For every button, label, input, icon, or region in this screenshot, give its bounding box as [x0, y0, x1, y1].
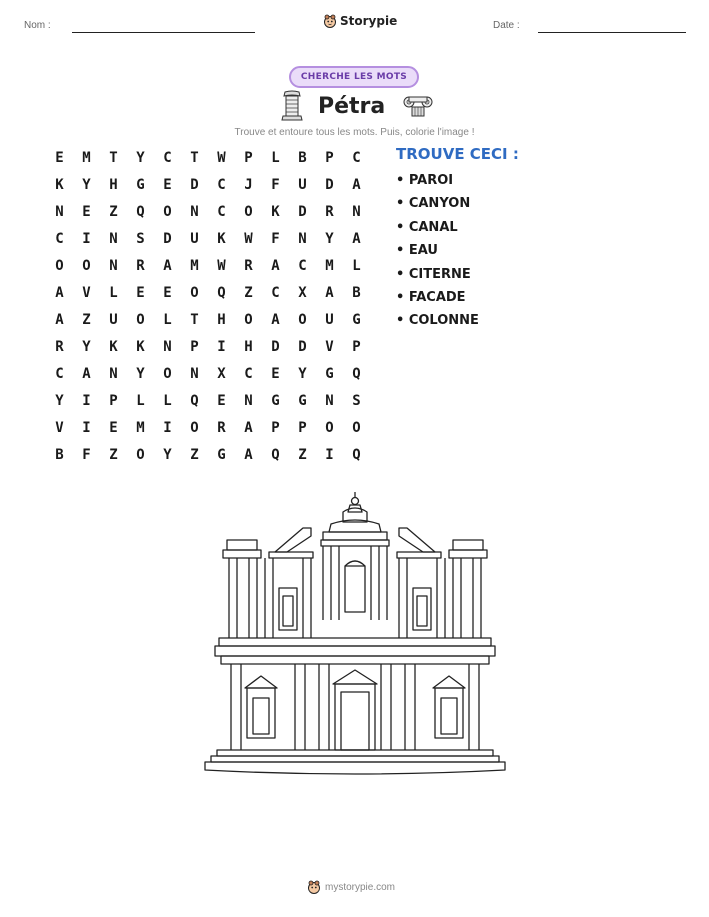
word-list-item: • CANAL — [396, 219, 458, 235]
grid-cell[interactable]: D — [298, 339, 307, 355]
grid-cell[interactable]: H — [217, 312, 226, 328]
grid-cell[interactable]: Y — [163, 447, 172, 463]
grid-cell[interactable]: O — [190, 420, 199, 436]
grid-cell[interactable]: W — [217, 258, 226, 274]
grid-cell[interactable]: Y — [82, 177, 91, 193]
name-label: Nom : — [24, 20, 51, 31]
grid-cell[interactable]: K — [136, 339, 145, 355]
grid-cell[interactable]: O — [298, 312, 307, 328]
grid-cell[interactable]: P — [325, 150, 334, 166]
grid-cell[interactable]: R — [55, 339, 64, 355]
grid-cell[interactable]: A — [352, 177, 361, 193]
grid-cell[interactable]: K — [271, 204, 280, 220]
grid-cell[interactable]: A — [82, 366, 91, 382]
grid-cell[interactable]: S — [352, 393, 361, 409]
scroll-column-icon — [279, 90, 305, 122]
grid-cell[interactable]: N — [190, 204, 199, 220]
grid-cell[interactable]: V — [55, 420, 64, 436]
grid-cell[interactable]: O — [163, 204, 172, 220]
date-label: Date : — [493, 20, 520, 31]
grid-cell[interactable]: B — [352, 285, 361, 301]
grid-cell[interactable]: A — [55, 312, 64, 328]
grid-cell[interactable]: O — [244, 204, 253, 220]
word-list-item: • CITERNE — [396, 266, 471, 282]
grid-cell[interactable]: N — [244, 393, 253, 409]
grid-cell[interactable]: N — [352, 204, 361, 220]
grid-cell[interactable]: H — [109, 177, 118, 193]
grid-cell[interactable]: O — [82, 258, 91, 274]
grid-cell[interactable]: Z — [109, 447, 118, 463]
grid-cell[interactable]: C — [244, 366, 253, 382]
storypie-mascot-icon — [323, 14, 337, 28]
grid-cell[interactable]: C — [217, 177, 226, 193]
footer-brand — [307, 880, 395, 894]
grid-cell[interactable]: E — [271, 366, 280, 382]
grid-cell[interactable]: E — [55, 150, 64, 166]
grid-cell[interactable]: O — [136, 312, 145, 328]
grid-cell[interactable]: P — [244, 150, 253, 166]
name-line[interactable] — [72, 32, 255, 33]
word-list-title: TROUVE CECI : — [396, 145, 519, 163]
grid-cell[interactable]: F — [271, 177, 280, 193]
grid-cell[interactable]: G — [325, 366, 334, 382]
grid-cell[interactable]: I — [217, 339, 226, 355]
grid-cell[interactable]: G — [271, 393, 280, 409]
grid-cell[interactable]: U — [190, 231, 199, 247]
grid-cell[interactable]: J — [244, 177, 253, 193]
grid-cell[interactable]: M — [190, 258, 199, 274]
grid-cell[interactable]: P — [271, 420, 280, 436]
grid-cell[interactable]: A — [244, 447, 253, 463]
brand-logo — [323, 14, 397, 28]
grid-cell[interactable]: L — [352, 258, 361, 274]
grid-cell[interactable]: V — [82, 285, 91, 301]
grid-cell[interactable]: D — [163, 231, 172, 247]
grid-cell[interactable]: U — [298, 177, 307, 193]
grid-cell[interactable]: Q — [271, 447, 280, 463]
grid-cell[interactable]: Y — [136, 366, 145, 382]
grid-cell[interactable]: C — [55, 366, 64, 382]
grid-cell[interactable]: N — [190, 366, 199, 382]
grid-cell[interactable]: Y — [55, 393, 64, 409]
grid-cell[interactable]: S — [136, 231, 145, 247]
grid-cell[interactable]: M — [136, 420, 145, 436]
grid-cell[interactable]: O — [352, 420, 361, 436]
grid-cell[interactable]: I — [82, 420, 91, 436]
grid-cell[interactable]: N — [55, 204, 64, 220]
grid-cell[interactable]: Z — [82, 312, 91, 328]
grid-cell[interactable]: V — [325, 339, 334, 355]
date-line[interactable] — [538, 32, 686, 33]
grid-cell[interactable]: A — [352, 231, 361, 247]
grid-cell[interactable]: P — [190, 339, 199, 355]
grid-cell[interactable]: Y — [325, 231, 334, 247]
column-capital-icon — [403, 94, 433, 118]
grid-cell[interactable]: O — [55, 258, 64, 274]
grid-cell[interactable]: K — [55, 177, 64, 193]
grid-cell[interactable]: I — [163, 420, 172, 436]
grid-cell[interactable]: A — [163, 258, 172, 274]
grid-cell[interactable]: C — [217, 204, 226, 220]
grid-cell[interactable]: I — [82, 231, 91, 247]
footer-site: mystorypie.com — [325, 881, 396, 893]
grid-cell[interactable]: L — [271, 150, 280, 166]
grid-cell[interactable]: K — [109, 339, 118, 355]
grid-cell[interactable]: P — [109, 393, 118, 409]
grid-cell[interactable]: E — [82, 204, 91, 220]
page-title: Pétra — [318, 94, 386, 119]
grid-cell[interactable]: Y — [298, 366, 307, 382]
grid-cell[interactable]: Q — [190, 393, 199, 409]
word-list-item: • COLONNE — [396, 313, 479, 329]
grid-cell[interactable]: G — [217, 447, 226, 463]
grid-cell[interactable]: Y — [136, 150, 145, 166]
grid-cell[interactable]: I — [325, 447, 334, 463]
grid-cell[interactable]: Z — [244, 285, 253, 301]
grid-cell[interactable]: G — [298, 393, 307, 409]
grid-cell[interactable]: L — [163, 393, 172, 409]
grid-cell[interactable]: U — [109, 312, 118, 328]
grid-cell[interactable]: B — [55, 447, 64, 463]
activity-badge: CHERCHE LES MOTS — [289, 66, 419, 88]
grid-cell[interactable]: D — [271, 339, 280, 355]
grid-cell[interactable]: Q — [136, 204, 145, 220]
grid-cell[interactable]: A — [325, 285, 334, 301]
grid-cell[interactable]: K — [217, 231, 226, 247]
storypie-mascot-icon — [307, 880, 321, 894]
grid-cell[interactable]: G — [136, 177, 145, 193]
grid-cell[interactable]: C — [352, 150, 361, 166]
brand-name: Storypie — [340, 14, 398, 28]
grid-cell[interactable]: O — [136, 447, 145, 463]
grid-cell[interactable]: X — [217, 366, 226, 382]
grid-cell[interactable]: E — [136, 285, 145, 301]
grid-cell[interactable]: E — [217, 393, 226, 409]
grid-cell[interactable]: N — [163, 339, 172, 355]
grid-cell[interactable]: N — [109, 258, 118, 274]
grid-cell[interactable]: A — [271, 258, 280, 274]
grid-cell[interactable]: H — [244, 339, 253, 355]
grid-cell[interactable]: L — [136, 393, 145, 409]
instructions: Trouve et entoure tous les mots. Puis, colorie l'image ! — [234, 127, 475, 138]
grid-cell[interactable]: P — [352, 339, 361, 355]
grid-cell[interactable]: N — [325, 393, 334, 409]
grid-cell[interactable]: T — [190, 150, 199, 166]
grid-cell[interactable]: R — [244, 258, 253, 274]
grid-cell[interactable]: P — [298, 420, 307, 436]
grid-cell[interactable]: G — [352, 312, 361, 328]
grid-cell[interactable]: L — [163, 312, 172, 328]
grid-cell[interactable]: L — [109, 285, 118, 301]
grid-cell[interactable]: R — [325, 204, 334, 220]
grid-cell[interactable]: F — [82, 447, 91, 463]
grid-cell[interactable]: T — [109, 150, 118, 166]
grid-cell[interactable]: A — [271, 312, 280, 328]
grid-cell[interactable]: N — [109, 231, 118, 247]
grid-cell[interactable]: U — [325, 312, 334, 328]
grid-cell[interactable]: F — [271, 231, 280, 247]
grid-cell[interactable]: R — [217, 420, 226, 436]
word-list — [396, 171, 479, 335]
grid-cell[interactable]: Y — [82, 339, 91, 355]
grid-cell[interactable]: T — [190, 312, 199, 328]
grid-cell[interactable]: O — [163, 366, 172, 382]
grid-cell[interactable]: O — [325, 420, 334, 436]
grid-cell[interactable]: C — [163, 150, 172, 166]
grid-cell[interactable]: Q — [217, 285, 226, 301]
grid-cell[interactable]: W — [244, 231, 253, 247]
word-list-item: • PAROI — [396, 173, 454, 188]
grid-cell[interactable]: Z — [298, 447, 307, 463]
grid-cell[interactable]: A — [244, 420, 253, 436]
grid-cell[interactable]: R — [136, 258, 145, 274]
grid-cell[interactable]: A — [55, 285, 64, 301]
grid-cell[interactable]: N — [298, 231, 307, 247]
grid-cell[interactable]: D — [190, 177, 199, 193]
grid-cell[interactable]: M — [82, 150, 91, 166]
grid-cell[interactable]: D — [298, 204, 307, 220]
grid-cell[interactable]: E — [109, 420, 118, 436]
grid-cell[interactable]: C — [298, 258, 307, 274]
grid-cell[interactable]: C — [55, 231, 64, 247]
grid-cell[interactable]: E — [163, 177, 172, 193]
grid-cell[interactable]: E — [163, 285, 172, 301]
grid-cell[interactable]: Q — [352, 447, 361, 463]
grid-cell[interactable]: C — [271, 285, 280, 301]
word-search-grid[interactable] — [46, 149, 370, 473]
grid-cell[interactable]: D — [325, 177, 334, 193]
grid-cell[interactable]: O — [190, 285, 199, 301]
grid-cell[interactable]: B — [298, 150, 307, 166]
grid-cell[interactable]: Q — [352, 366, 361, 382]
grid-cell[interactable]: Z — [109, 204, 118, 220]
grid-cell[interactable]: O — [244, 312, 253, 328]
word-list-item: • FACADE — [396, 289, 466, 305]
grid-cell[interactable]: I — [82, 393, 91, 409]
petra-treasury-illustration — [203, 488, 507, 780]
word-list-item: • EAU — [396, 243, 438, 259]
grid-cell[interactable]: Z — [190, 447, 199, 463]
word-list-item: • CANYON — [396, 196, 471, 212]
grid-cell[interactable]: X — [298, 285, 307, 301]
grid-cell[interactable]: W — [217, 150, 226, 166]
grid-cell[interactable]: M — [325, 258, 334, 274]
grid-cell[interactable]: N — [109, 366, 118, 382]
